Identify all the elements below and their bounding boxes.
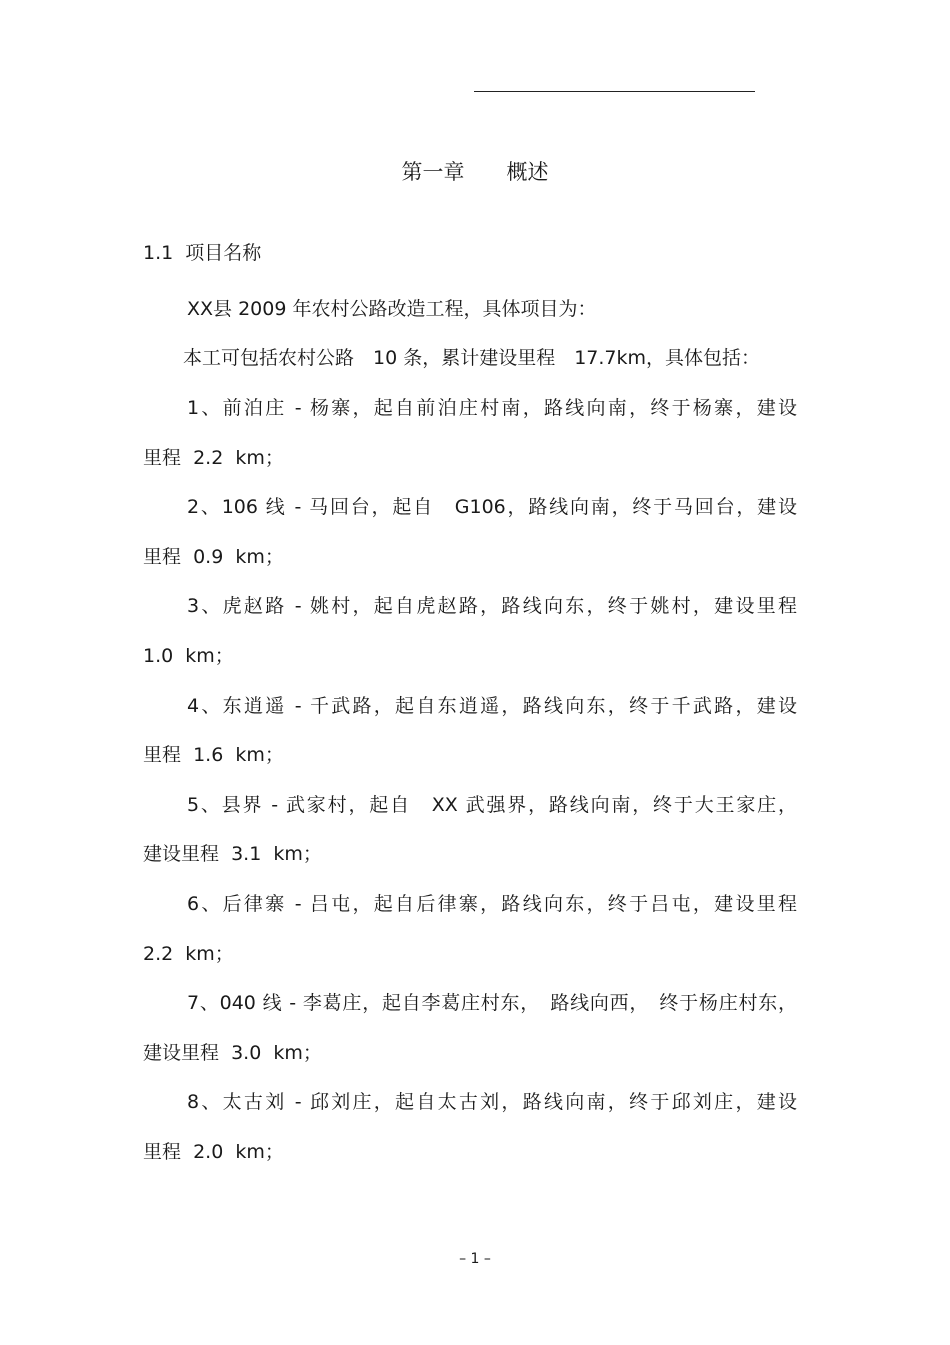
list-item-line: 里程 2.2 km； [143,447,284,469]
list-item-line: 2、106 线 - 马回台，起自 G106，路线向南，终于马回台，建设 [187,496,797,518]
list-item-line: 里程 2.0 km； [143,1141,284,1163]
list-item-line: 7、040 线 - 李葛庄，起自李葛庄村东， 路线向西， 终于杨庄村东， [187,992,797,1014]
list-item-line: 6、后律寨 - 吕屯，起自后律寨，路线向东，终于吕屯，建设里程 [187,893,797,915]
chapter-title: 第一章 概述 [401,160,549,184]
list-item-line: 建设里程 3.0 km； [143,1042,322,1064]
page-number: – 1 – [459,1251,491,1267]
list-item-line: 里程 0.9 km； [143,546,284,568]
list-item-line: 3、虎赵路 - 姚村，起自虎赵路，路线向东，终于姚村，建设里程 [187,595,797,617]
list-item-line: 1.0 km； [143,645,234,667]
list-item-line: 5、县界 - 武家村，起自 XX 武强界，路线向南，终于大王家庄， [187,794,797,816]
list-item-line: 建设里程 3.1 km； [143,843,322,865]
header-rule [474,91,755,92]
section-heading: 1.1 项目名称 [143,242,262,264]
list-item-line: 2.2 km； [143,943,234,965]
list-item-line: 4、东逍遥 - 千武路，起自东逍遥，路线向东，终于千武路，建设 [187,695,797,717]
intro-line: XX县 2009 年农村公路改造工程，具体项目为： [187,298,597,320]
list-item-line: 里程 1.6 km； [143,744,284,766]
list-item-line: 1、前泊庄 - 杨寨，起自前泊庄村南，路线向南，终于杨寨，建设 [187,397,797,419]
list-item-line: 8、太古刘 - 邱刘庄，起自太古刘，路线向南，终于邱刘庄，建设 [187,1091,797,1113]
intro-line: 本工可包括农村公路 10 条，累计建设里程 17.7km，具体包括： [183,347,761,369]
